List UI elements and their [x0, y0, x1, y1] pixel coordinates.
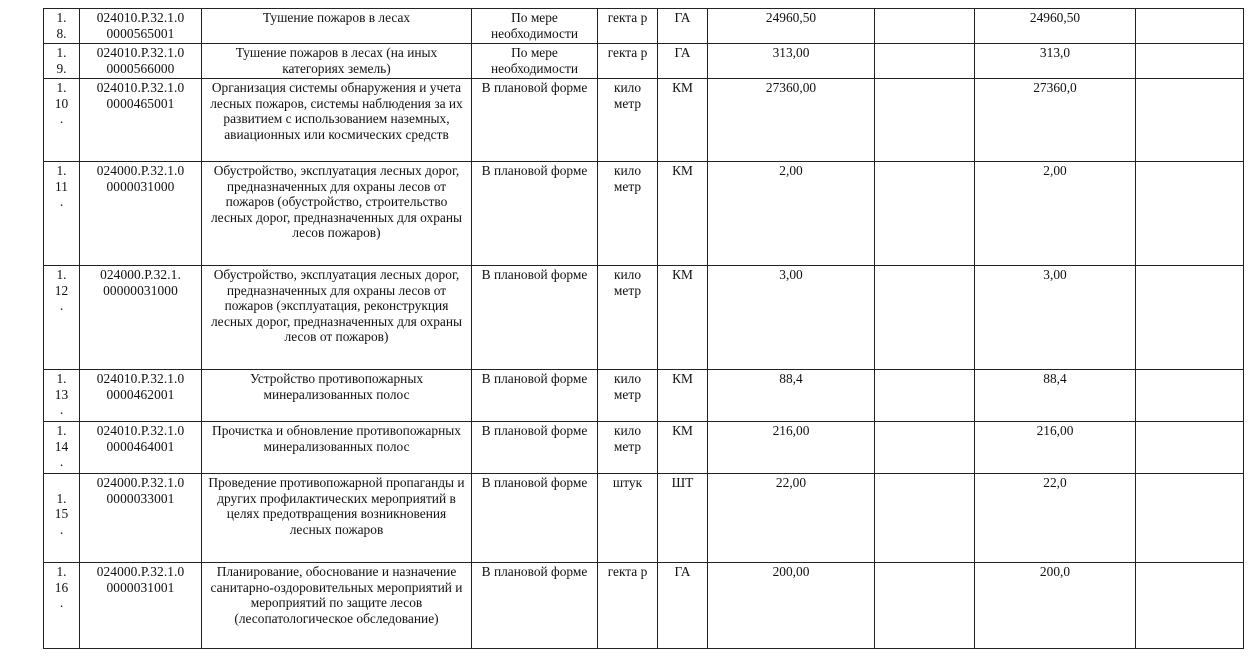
volume-cell: 88,4: [708, 370, 875, 422]
table-row: [44, 370, 1244, 422]
unit-cell: гекта р: [598, 9, 658, 44]
service-name-cell: Обустройство, эксплуатация лесных дорог, предназначенных для охраны лесов от пожаров (обустройство, строительство лесных дорог, предназначенных для охраны лесов пожаров): [202, 162, 472, 266]
volume-total-cell: 27360,0: [975, 79, 1136, 162]
row-number-cell: [44, 563, 80, 649]
frequency-cell: По мере необходимости: [472, 9, 598, 44]
row-number-part: 1.: [56, 564, 67, 579]
empty-cell: [875, 162, 975, 266]
row-number-part: .: [59, 111, 64, 126]
service-name-cell: Планирование, обоснование и назначение санитарно-оздоровительных мероприятий и мероприятий по защите лесов (лесопатологическое обследование): [202, 563, 472, 649]
service-code-cell: 024000.Р.32.1.0 0000031000: [80, 162, 202, 266]
row-number-part: 12: [54, 282, 69, 298]
volume-cell: 216,00: [708, 422, 875, 474]
services-table: [43, 8, 1244, 649]
unit-cell: кило метр: [598, 79, 658, 162]
row-number-part: 15: [54, 506, 69, 521]
volume-cell: 27360,00: [708, 79, 875, 162]
empty-cell: [875, 44, 975, 79]
row-number-part: 1.: [56, 163, 67, 178]
empty-cell: [1136, 563, 1244, 649]
row-number-part: .: [59, 521, 64, 537]
row-number-part: 1.: [56, 490, 67, 506]
volume-cell: 22,00: [708, 474, 875, 563]
row-number-part: .: [59, 402, 64, 417]
service-name-cell: Проведение противопожарной пропаганды и других профилактических мероприятий в целях предотвращения возникновения лесных пожаров: [202, 474, 472, 563]
empty-cell: [875, 266, 975, 370]
table-body: [44, 9, 1244, 649]
volume-total-cell: 3,00: [975, 266, 1136, 370]
empty-cell: [875, 370, 975, 422]
service-name-cell: Тушение пожаров в лесах: [202, 9, 472, 44]
volume-total-cell: 313,0: [975, 44, 1136, 79]
table-row: [44, 44, 1244, 79]
row-number-cell: [44, 266, 80, 370]
table-row: [44, 422, 1244, 474]
service-code-cell: 024000.Р.32.1.0 0000033001: [80, 474, 202, 563]
service-name-cell: Обустройство, эксплуатация лесных дорог, предназначенных для охраны лесов от пожаров (эксплуатация, реконструкция лесных дорог, предназначенных для охраны лесов от пожаров): [202, 266, 472, 370]
row-number-part: .: [59, 194, 64, 209]
table-row: [44, 563, 1244, 649]
empty-cell: [875, 563, 975, 649]
row-number-part: 9.: [56, 60, 67, 76]
volume-total-cell: 24960,50: [975, 9, 1136, 44]
frequency-cell: В плановой форме: [472, 162, 598, 266]
row-number-part: 10: [54, 95, 69, 111]
empty-cell: [1136, 44, 1244, 79]
volume-cell: 2,00: [708, 162, 875, 266]
volume-cell: 313,00: [708, 44, 875, 79]
frequency-cell: В плановой форме: [472, 266, 598, 370]
unit-abbr-cell: КМ: [658, 162, 708, 266]
volume-total-cell: 22,0: [975, 474, 1136, 563]
service-code-cell: 024000.Р.32.1.0 0000031001: [80, 563, 202, 649]
service-code-cell: 024010.Р.32.1.0 0000565001: [80, 9, 202, 44]
empty-cell: [1136, 422, 1244, 474]
row-number-part: 1.: [56, 423, 67, 438]
unit-abbr-cell: КМ: [658, 266, 708, 370]
empty-cell: [875, 79, 975, 162]
unit-abbr-cell: ГА: [658, 563, 708, 649]
row-number-part: [47, 475, 76, 491]
row-number-part: 8.: [56, 25, 67, 41]
service-name-cell: Прочистка и обновление противопожарных минерализованных полос: [202, 422, 472, 474]
row-number-part: 1.: [56, 267, 67, 282]
empty-cell: [875, 422, 975, 474]
row-number-cell: [44, 370, 80, 422]
empty-cell: [1136, 162, 1244, 266]
frequency-cell: В плановой форме: [472, 370, 598, 422]
unit-cell: кило метр: [598, 370, 658, 422]
service-name-cell: Организация системы обнаружения и учета лесных пожаров, системы наблюдения за их развитием с использованием наземных, авиационных или космических средств: [202, 79, 472, 162]
row-number-cell: [44, 79, 80, 162]
unit-abbr-cell: КМ: [658, 370, 708, 422]
unit-cell: гекта р: [598, 563, 658, 649]
table-row: [44, 474, 1244, 563]
unit-abbr-cell: КМ: [658, 422, 708, 474]
unit-abbr-cell: ШТ: [658, 474, 708, 563]
row-number-part: 1.: [56, 45, 67, 60]
row-number-part: 13: [54, 386, 69, 402]
unit-abbr-cell: ГА: [658, 9, 708, 44]
unit-abbr-cell: КМ: [658, 79, 708, 162]
service-code-cell: 024010.Р.32.1.0 0000464001: [80, 422, 202, 474]
service-name-cell: Тушение пожаров в лесах (на иных категориях земель): [202, 44, 472, 79]
unit-cell: гекта р: [598, 44, 658, 79]
row-number-cell: [44, 9, 80, 44]
empty-cell: [1136, 9, 1244, 44]
row-number-cell: [44, 422, 80, 474]
row-number-cell: [44, 474, 80, 563]
volume-cell: 24960,50: [708, 9, 875, 44]
frequency-cell: По мере необходимости: [472, 44, 598, 79]
empty-cell: [875, 9, 975, 44]
empty-cell: [1136, 266, 1244, 370]
row-number-part: 14: [54, 438, 69, 454]
table-row: [44, 9, 1244, 44]
unit-cell: кило метр: [598, 162, 658, 266]
service-code-cell: 024010.Р.32.1.0 0000465001: [80, 79, 202, 162]
empty-cell: [1136, 474, 1244, 563]
empty-cell: [1136, 79, 1244, 162]
empty-cell: [1136, 370, 1244, 422]
unit-cell: штук: [598, 474, 658, 563]
unit-cell: кило метр: [598, 422, 658, 474]
row-number-part: 1.: [56, 371, 67, 386]
service-code-cell: 024010.Р.32.1.0 0000462001: [80, 370, 202, 422]
service-name-cell: Устройство противопожарных минерализованных полос: [202, 370, 472, 422]
row-number-part: 16: [54, 579, 69, 595]
volume-total-cell: 88,4: [975, 370, 1136, 422]
frequency-cell: В плановой форме: [472, 474, 598, 563]
volume-cell: 3,00: [708, 266, 875, 370]
table-row: [44, 79, 1244, 162]
row-number-part: 1.: [56, 80, 67, 95]
row-number-part: .: [59, 298, 64, 313]
row-number-cell: [44, 162, 80, 266]
frequency-cell: В плановой форме: [472, 79, 598, 162]
table-row: [44, 162, 1244, 266]
frequency-cell: В плановой форме: [472, 422, 598, 474]
row-number-part: 11: [55, 178, 68, 194]
volume-total-cell: 216,00: [975, 422, 1136, 474]
frequency-cell: В плановой форме: [472, 563, 598, 649]
service-code-cell: 024000.Р.32.1. 00000031000: [80, 266, 202, 370]
empty-cell: [875, 474, 975, 563]
volume-cell: 200,00: [708, 563, 875, 649]
row-number-part: .: [59, 454, 64, 469]
unit-cell: кило метр: [598, 266, 658, 370]
row-number-cell: [44, 44, 80, 79]
volume-total-cell: 2,00: [975, 162, 1136, 266]
row-number-part: 1.: [56, 10, 67, 25]
table-row: [44, 266, 1244, 370]
unit-abbr-cell: ГА: [658, 44, 708, 79]
row-number-part: .: [59, 595, 64, 610]
volume-total-cell: 200,0: [975, 563, 1136, 649]
service-code-cell: 024010.Р.32.1.0 0000566000: [80, 44, 202, 79]
